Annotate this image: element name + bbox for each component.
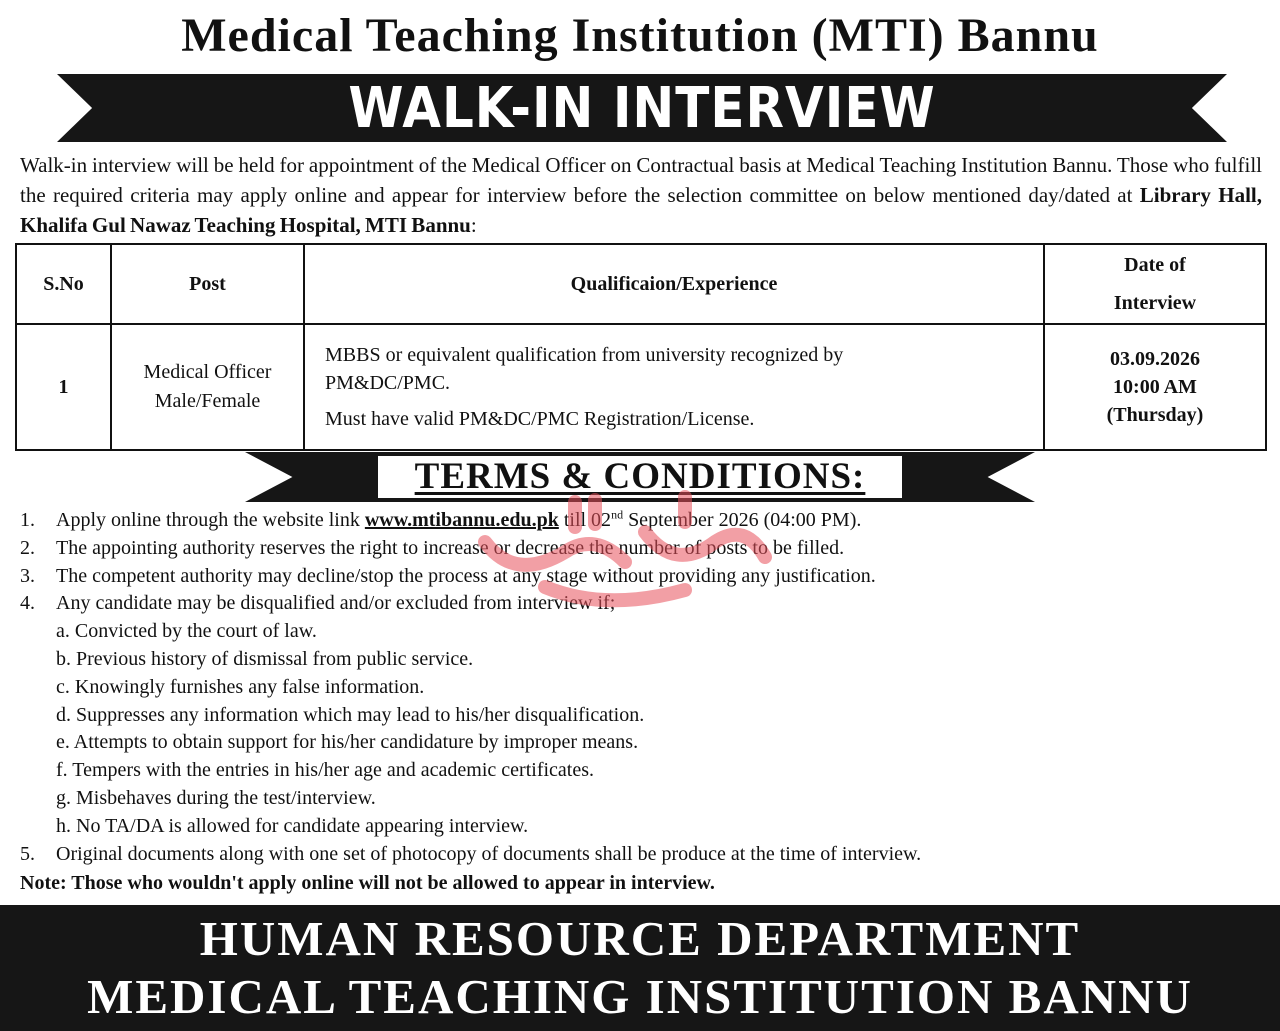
sub-item: a. Convicted by the court of law. (56, 620, 317, 643)
row-sno: 1 (16, 324, 111, 450)
header-date (1044, 244, 1266, 324)
list-item (20, 507, 1265, 535)
item-text: Apply online through the website link (56, 509, 365, 531)
sub-item: g. Misbehaves during the test/interview. (56, 786, 376, 809)
footer-department: HUMAN RESOURCE DEPARTMENT (199, 911, 1081, 966)
walk-in-banner (57, 74, 1227, 142)
posts-table (15, 243, 1267, 451)
row-interview-date (1044, 324, 1266, 450)
item-number: 4. (20, 592, 35, 615)
item-number: 2. (20, 536, 35, 559)
header-sno: S.No (16, 244, 111, 324)
sub-item: f. Tempers with the entries in his/her age and academic certificates. (56, 759, 595, 782)
intro-suffix: : (470, 213, 477, 237)
header-post: Post (111, 244, 304, 324)
sub-item: h. No TA/DA is allowed for candidate appearing interview. (56, 814, 529, 837)
item-text: Any candidate may be disqualified and/or excluded from interview if; (56, 592, 616, 615)
item-number: 5. (20, 842, 35, 865)
interview-day: (Thursday) (1106, 404, 1204, 426)
website-link[interactable]: www.mtibannu.edu.pk (364, 509, 559, 531)
sub-item: d. Suppresses any information which may lead to his/her disqualification. (56, 703, 645, 726)
footer-banner (0, 905, 1280, 1031)
sub-item: c. Knowingly furnishes any false information. (56, 675, 425, 698)
interview-date: 03.09.2026 (1110, 348, 1200, 370)
terms-heading: TERMS & CONDITIONS: (414, 456, 866, 497)
row-post (111, 324, 304, 450)
item-text: The appointing authority reserves the right to increase or decrease the number of posts to be filled. (56, 536, 845, 559)
item-text: September 2026 (04:00 PM). (623, 509, 862, 531)
item-number: 1. (20, 509, 35, 531)
list-item (20, 535, 1265, 563)
item-superscript: nd (611, 507, 624, 522)
page-title: Medical Teaching Institution (MTI) Bannu (181, 9, 1099, 62)
terms-banner (245, 452, 1035, 502)
item-text: The competent authority may decline/stop the process at any stage without providing any justification. (56, 564, 876, 587)
terms-list (20, 507, 1265, 868)
item-text: till 02 (558, 509, 612, 531)
banner-text: WALK-IN INTERVIEW (348, 75, 936, 141)
list-item (20, 590, 1265, 618)
note-text: Note: Those who wouldn't apply online will not be allowed to appear in interview. (20, 872, 715, 894)
post-name: Medical Officer (143, 361, 272, 383)
qualification-line: MBBS or equivalent qualification from university recognized by (325, 344, 844, 366)
list-item (20, 563, 1265, 591)
intro-text: Walk-in interview will be held for appointment of the Medical Officer on Contractual basis at Medical Teaching Institution Bannu. Those who fulfill the required criteria may apply online and appear for interview before the selection committee on below mentioned day/dated at (20, 153, 1262, 207)
qualification-line: Must have valid PM&DC/PMC Registration/License. (325, 408, 755, 430)
post-gender: Male/Female (154, 390, 261, 412)
intro-paragraph (20, 150, 1262, 240)
list-item (20, 841, 1265, 869)
interview-venue: Library Hall, Khalifa Gul Nawaz Teaching Hospital, MTI Bannu (20, 183, 1262, 237)
item-number: 3. (20, 564, 35, 587)
header-qualification: Qualificaion/Experience (304, 244, 1044, 324)
item-text: Original documents along with one set of photocopy of documents shall be produce at the time of interview. (56, 842, 922, 865)
sub-item: b. Previous history of dismissal from public service. (56, 647, 474, 670)
row-qualification (304, 324, 1044, 450)
header-date-line1: Date of (1124, 254, 1186, 276)
qualification-line: PM&DC/PMC. (325, 372, 451, 394)
header-date-line2: Interview (1113, 292, 1197, 314)
sub-item: e. Attempts to obtain support for his/her candidature by improper means. (56, 731, 639, 754)
interview-time: 10:00 AM (1113, 376, 1197, 398)
footer-institution: MEDICAL TEACHING INSTITUTION BANNU (87, 969, 1193, 1024)
table-header-row (16, 244, 1266, 324)
table-row (16, 324, 1266, 450)
